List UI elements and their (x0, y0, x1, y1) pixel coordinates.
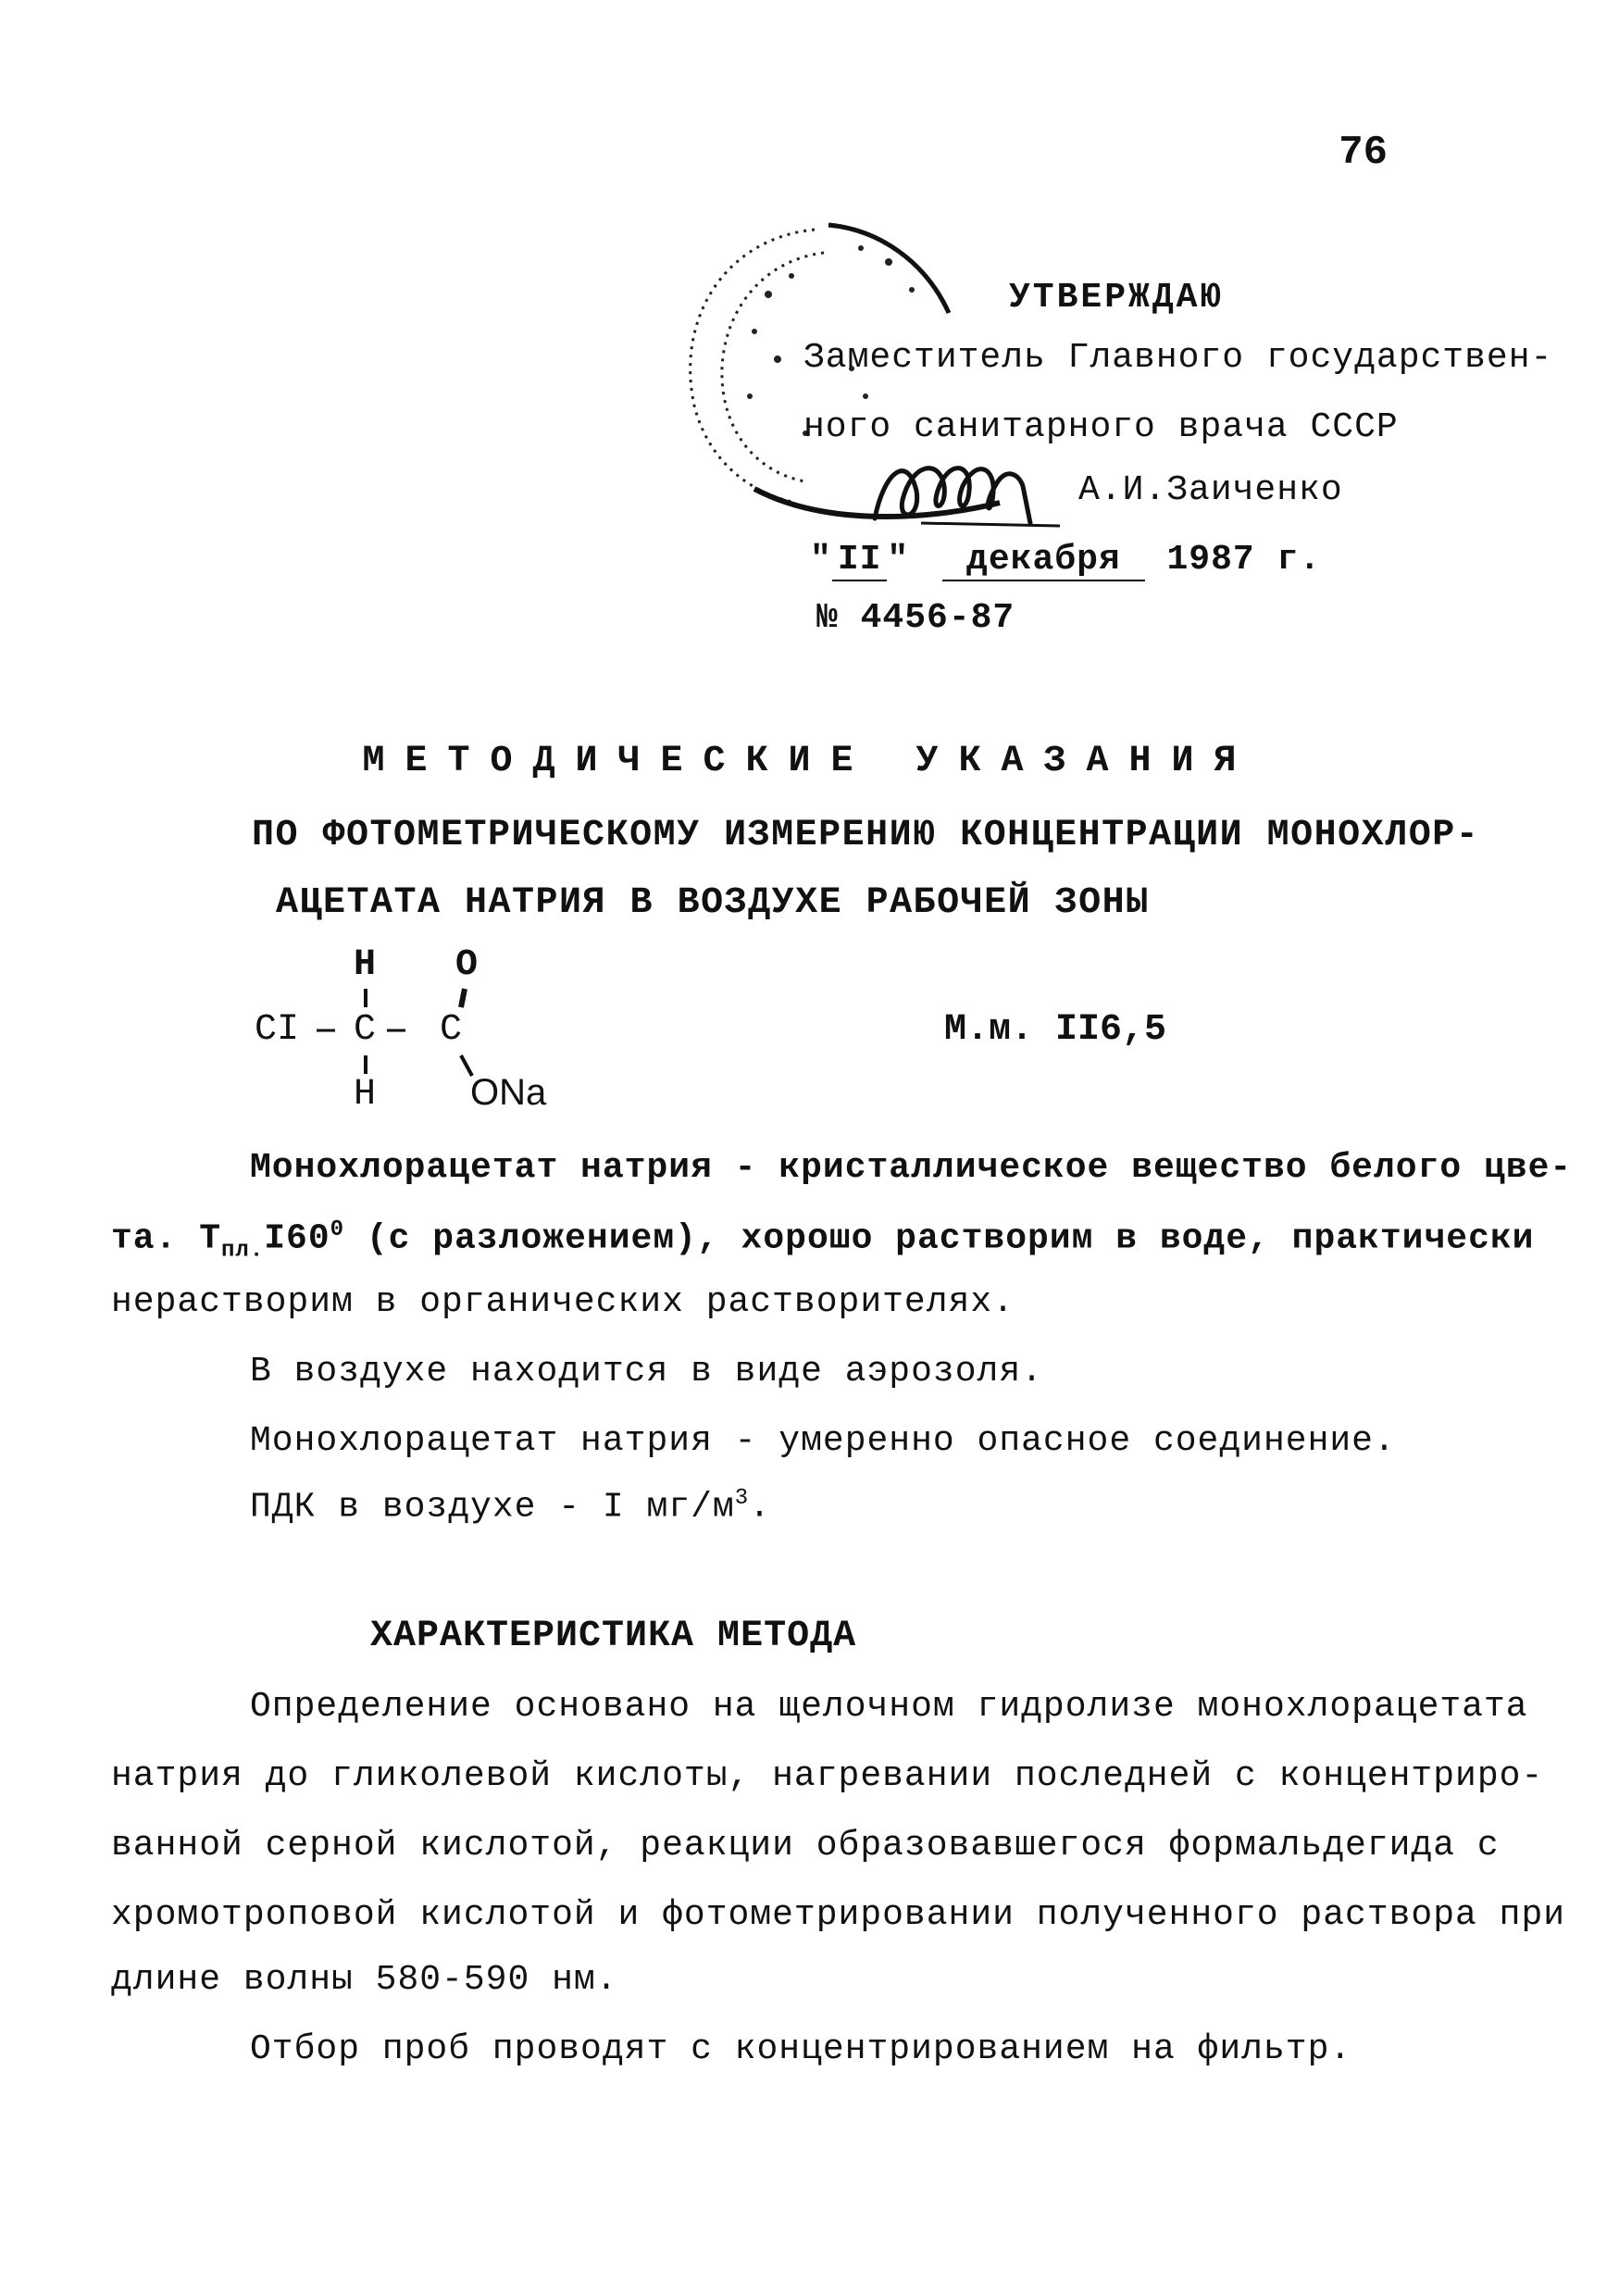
approval-signer: А.И.Заиченко (1078, 470, 1343, 510)
formula-h-bottom: H (354, 1074, 377, 1116)
method-line5: длине волны 580-590 нм. (111, 1960, 618, 2000)
degree-sign: 0 (330, 1217, 345, 1242)
melting-point-subscript: пл. (221, 1238, 265, 1264)
solubility-text: (с разложением), хорошо растворим в воде, практически (344, 1218, 1535, 1259)
date-suffix: г. (1277, 540, 1322, 580)
formula-c2: C (440, 1009, 463, 1051)
molar-mass: М.м. II6,5 (944, 1009, 1167, 1051)
formula-ona: ONa (470, 1072, 547, 1113)
method-line2: натрия до гликолевой кислоты, нагревании последней с концентриро- (111, 1756, 1544, 1796)
aerosol-text: В воздухе находится в виде аэрозоля. (250, 1352, 1043, 1391)
melting-point-label: та. Т (111, 1218, 222, 1259)
approval-position-line2: ного санитарного врача СССР (803, 407, 1399, 447)
signature (866, 435, 1065, 537)
approval-title: УТВЕРЖДАЮ (1009, 278, 1225, 318)
method-line1: Определение основано на щелочном гидролизе монохлорацетата (250, 1687, 1528, 1727)
formula-bonds (250, 935, 620, 1129)
method-line4: хромотроповой кислотой и фотометрировании полученного раствора при (111, 1895, 1566, 1935)
description-line1: Монохлорацетат натрия - кристаллическое вещество белого цве- (250, 1148, 1573, 1188)
date-year: 1987 (1166, 540, 1255, 580)
sampling-text: Отбор проб проводят с концентрированием на фильтр. (250, 2029, 1352, 2069)
description-line3: нерастворим в органических растворителях. (111, 1282, 1015, 1322)
pdk-unit-exponent: 3 (734, 1486, 750, 1511)
description-line2 (111, 1217, 1534, 1263)
melting-point-value: I60 (264, 1218, 330, 1259)
formula-c1: C (354, 1009, 377, 1051)
pdk-text (250, 1486, 771, 1528)
date-quote-close: " (887, 540, 910, 580)
pdk-period: . (749, 1487, 771, 1528)
document-title: МЕТОДИЧЕСКИЕ УКАЗАНИЯ (362, 741, 1257, 782)
formula-h-top: H (354, 944, 377, 986)
document-subtitle-line2: АЦЕТАТА НАТРИЯ В ВОЗДУХЕ РАБОЧЕЙ ЗОНЫ (276, 882, 1150, 924)
formula-cl: CI (255, 1009, 300, 1051)
date-day: II (832, 540, 888, 581)
date-quote-open: " (810, 540, 832, 580)
formula-o-top: O (455, 944, 479, 986)
hazard-text: Монохлорацетат натрия - умеренно опасное соединение. (250, 1421, 1396, 1461)
method-line3: ванной серной кислотой, реакции образовавшегося формальдегида с (111, 1826, 1500, 1866)
method-heading: ХАРАКТЕРИСТИКА МЕТОДА (370, 1616, 857, 1657)
approval-position-line1: Заместитель Главного государствен- (803, 338, 1553, 378)
approval-date (810, 540, 1321, 581)
document-number: № 4456-87 (816, 598, 1015, 638)
structural-formula (250, 935, 620, 1129)
document-subtitle-line1: ПО ФОТОМЕТРИЧЕСКОМУ ИЗМЕРЕНИЮ КОНЦЕНТРАЦИИ МОНОХЛОР- (252, 815, 1480, 856)
pdk-value: ПДК в воздухе - I мг/м (250, 1487, 735, 1528)
page-number: 76 (1339, 130, 1388, 176)
date-month: декабря (942, 540, 1145, 581)
